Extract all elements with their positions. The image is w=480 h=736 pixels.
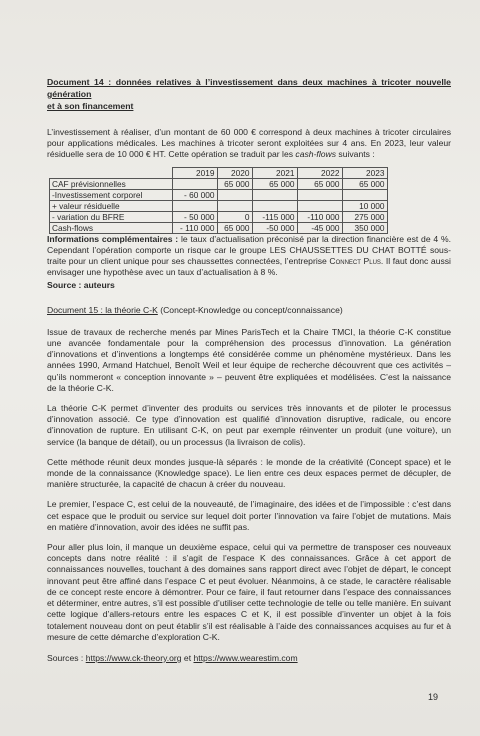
table-cell: 65 000 [297,178,342,189]
source-link-ck-theory[interactable]: https://www.ck-theory.org [85,652,182,663]
table-row [50,211,388,222]
doc15-paragraph-1 [47,327,451,394]
cash-flow-table [49,167,388,234]
doc14-intro-line3: résiduelle sera de 10 000 € HT. Cette opération se traduit par les [47,149,296,160]
doc15-sources [47,653,451,664]
info-brand: Connect Plus [329,256,381,267]
doc15-title [47,305,451,316]
table-cell: 65 000 [217,178,252,189]
doc14-intro-line1: L’investissement à réaliser, d’un montant de 60 000 € correspond à deux machines à tricoter circulaires [47,127,451,137]
table-cell: 65 000 [342,178,387,189]
table-cell: 275 000 [342,211,387,222]
year-header: 2023 [342,167,387,178]
doc14-title-line2: et à son financement [47,101,134,111]
table-cell [172,200,217,211]
row-label: CAF prévisionnelles [50,178,173,189]
table-cell [172,178,217,189]
table-cell [297,200,342,211]
table-cell [252,189,297,200]
table-cell: 0 [217,211,252,222]
text-line: nouvelles, touchant à des domaines sans rapport direct avec l’objet de départ, le concept innovant peut [47,564,451,586]
table-cell: -50 000 [252,222,297,233]
doc14-intro-emph: cash-flows [295,149,337,160]
text-line: d’innovation associé. Ce type d’innovation est qualifié d’innovation disruptive, radicale, ou encore [47,414,451,425]
text-line: en matière d’innovation, avoir des idées ne suffit pas. [47,521,250,532]
row-label: + valeur résiduelle [50,200,173,211]
info-line3: pour un client unique pour ses chaussettes connectées, l’entreprise [68,256,330,267]
source-link-wearestim[interactable]: https://www.wearestim.com [193,652,298,663]
table-cell: -110 000 [297,211,342,222]
text-line: Issue de travaux de recherche menés par Mines ParisTech et la Chaire TMCI, la théorie C-K constitue une [47,326,451,349]
info-line4: envisager une hypothèse avec un taux d’actualisation à 8 %. [47,267,278,278]
doc14-intro [47,127,451,161]
row-label: Cash-flows [50,222,173,233]
table-cell: 10 000 [342,200,387,211]
doc14-info [47,234,451,279]
doc15-paragraph-3 [47,457,451,491]
doc15-paragraph-5 [47,542,451,643]
page-content [47,76,451,664]
doc14-source: Source : auteurs [47,280,115,291]
table-cell: - 110 000 [172,222,217,233]
text-line: « conception innovante » – peuvent être expliquées et modélisées. C’est la naissance de la théorie C-K. [47,371,451,393]
table-row [50,189,388,200]
table-row [50,200,388,211]
sources-and: et [181,652,194,663]
table-cell: 65 000 [252,178,297,189]
table-cell [297,189,342,200]
doc15-paragraph-2 [47,403,451,448]
text-line: démarche d’exploration C-K. [111,631,220,642]
table-row [50,222,388,233]
text-line: service (la banque de détail), ou un processus (la livraison de colis). [47,436,306,447]
table-corner [50,167,173,178]
text-line: La théorie C-K permet d’inventer des produits ou services très innovants et de piloter le processus [47,403,451,414]
table-row [50,178,388,189]
year-header: 2019 [172,167,217,178]
table-cell [342,189,387,200]
sources-label: Sources : [47,652,86,663]
row-label: -Investissement corporel [50,189,173,200]
text-line: reste encore à démontrer. Pour ce faire, il faut retourner dans l’espace des connaissances et déterminer, [47,586,452,609]
doc14-intro-line2: pour applications médicales. Les machines à tricoter seront exploitées sur 4 ans. En 2023, leur valeur [47,138,451,149]
text-line: cet espace que le produit ou service sur lequel doit porter l’innovation va faire l’objet de mutations. Mais [47,510,451,521]
year-header: 2021 [252,167,297,178]
text-line: concepts dans notre réalité : il s’agit de l’espace K des connaissances. Grâce à cet apport de connaissances [47,553,451,575]
text-line: dont on peut établir s’il est réalisable à l’aide des connaissances acquises au fur et à mesure de cette [47,620,451,642]
doc15-title-suffix: (Concept-Knowledge ou concept/connaissance) [157,304,343,315]
info-line3-end: . Il faut donc aussi [380,256,451,267]
info-line2: Cependant l’opération comporte un risque car le groupe LES CHAUSSETTES DU CHAT BOTTÉ sous-traite [47,244,451,267]
info-line1: le taux d’actualisation préconisé par la direction financière est de 4 %. [178,233,451,244]
row-label: - variation du BFRE [50,211,173,222]
text-line: monde de la connaissance (Knowledge space). Le lien entre ces deux espaces permet de décupler, de [47,468,451,479]
year-header: 2022 [297,167,342,178]
table-cell: - 50 000 [172,211,217,222]
year-header: 2020 [217,167,252,178]
text-line: Cette méthode réunit deux mondes jusque-là séparés : le monde de la créativité (Concept space) et le [47,456,451,467]
table-cell [217,189,252,200]
table-cell: -115 000 [252,211,297,222]
doc14-intro-end: suivants : [336,149,375,160]
info-label: Informations complémentaires : [47,233,179,244]
table-cell: - 60 000 [172,189,217,200]
text-line: Le premier, l’espace C, est celui de la nouveauté, de l’imaginaire, des idées et de l’impossible : c’est dans [47,499,451,510]
text-line: d’allers-retours entre les espaces C et K, il est possible d’inventer un objet à la fois totalement nouveau [47,609,451,631]
doc15-title-main: Document 15 : la théorie C-K [47,304,158,315]
table-cell [252,200,297,211]
page-number: 19 [428,692,439,702]
text-line: Armand Hatchuel, Benoît Weil et leur équipe de recherche découvrent que ces activités – qu’ils nommeront [47,360,452,382]
table-cell: 350 000 [342,222,387,233]
table-cell: -45 000 [297,222,342,233]
doc14-title [47,76,451,112]
table-header-row [50,167,388,178]
table-cell: 65 000 [217,222,252,233]
text-line: d’innovation de rupture. En utilisant C-K, on peut par exemple réinventer un produit (une voiture), un [47,425,451,436]
doc14-title-line1: Document 14 : données relatives à l’investissement dans deux machines à tricoter nouvelle génération [47,77,451,99]
text-line: être affiné dans l’espace C et peut évoluer. Néanmoins, à ce stade, le caractère réalisable de ce concept [47,575,452,597]
text-line: avancée fondamentale pour la compréhension des processus d’innovation. La génération d’innovations et [47,338,451,360]
doc15-paragraph-4 [47,499,451,533]
text-line: entre autres, s’il est possible d’utiliser cette technologie de telle ou telle manière. En suivant cette logique [47,598,452,620]
text-line: Pour aller plus loin, il manque un deuxième espace, celui qui va permettre de transposer ces nouveaux [47,542,451,553]
text-line: manière structurée, la capacité de chacun à créer du nouveau. [47,479,286,490]
text-line: d’inventions a longtemps été considérée comme un phénomène mystérieux. Dans les années 1990, [47,349,451,371]
table-cell [217,200,252,211]
